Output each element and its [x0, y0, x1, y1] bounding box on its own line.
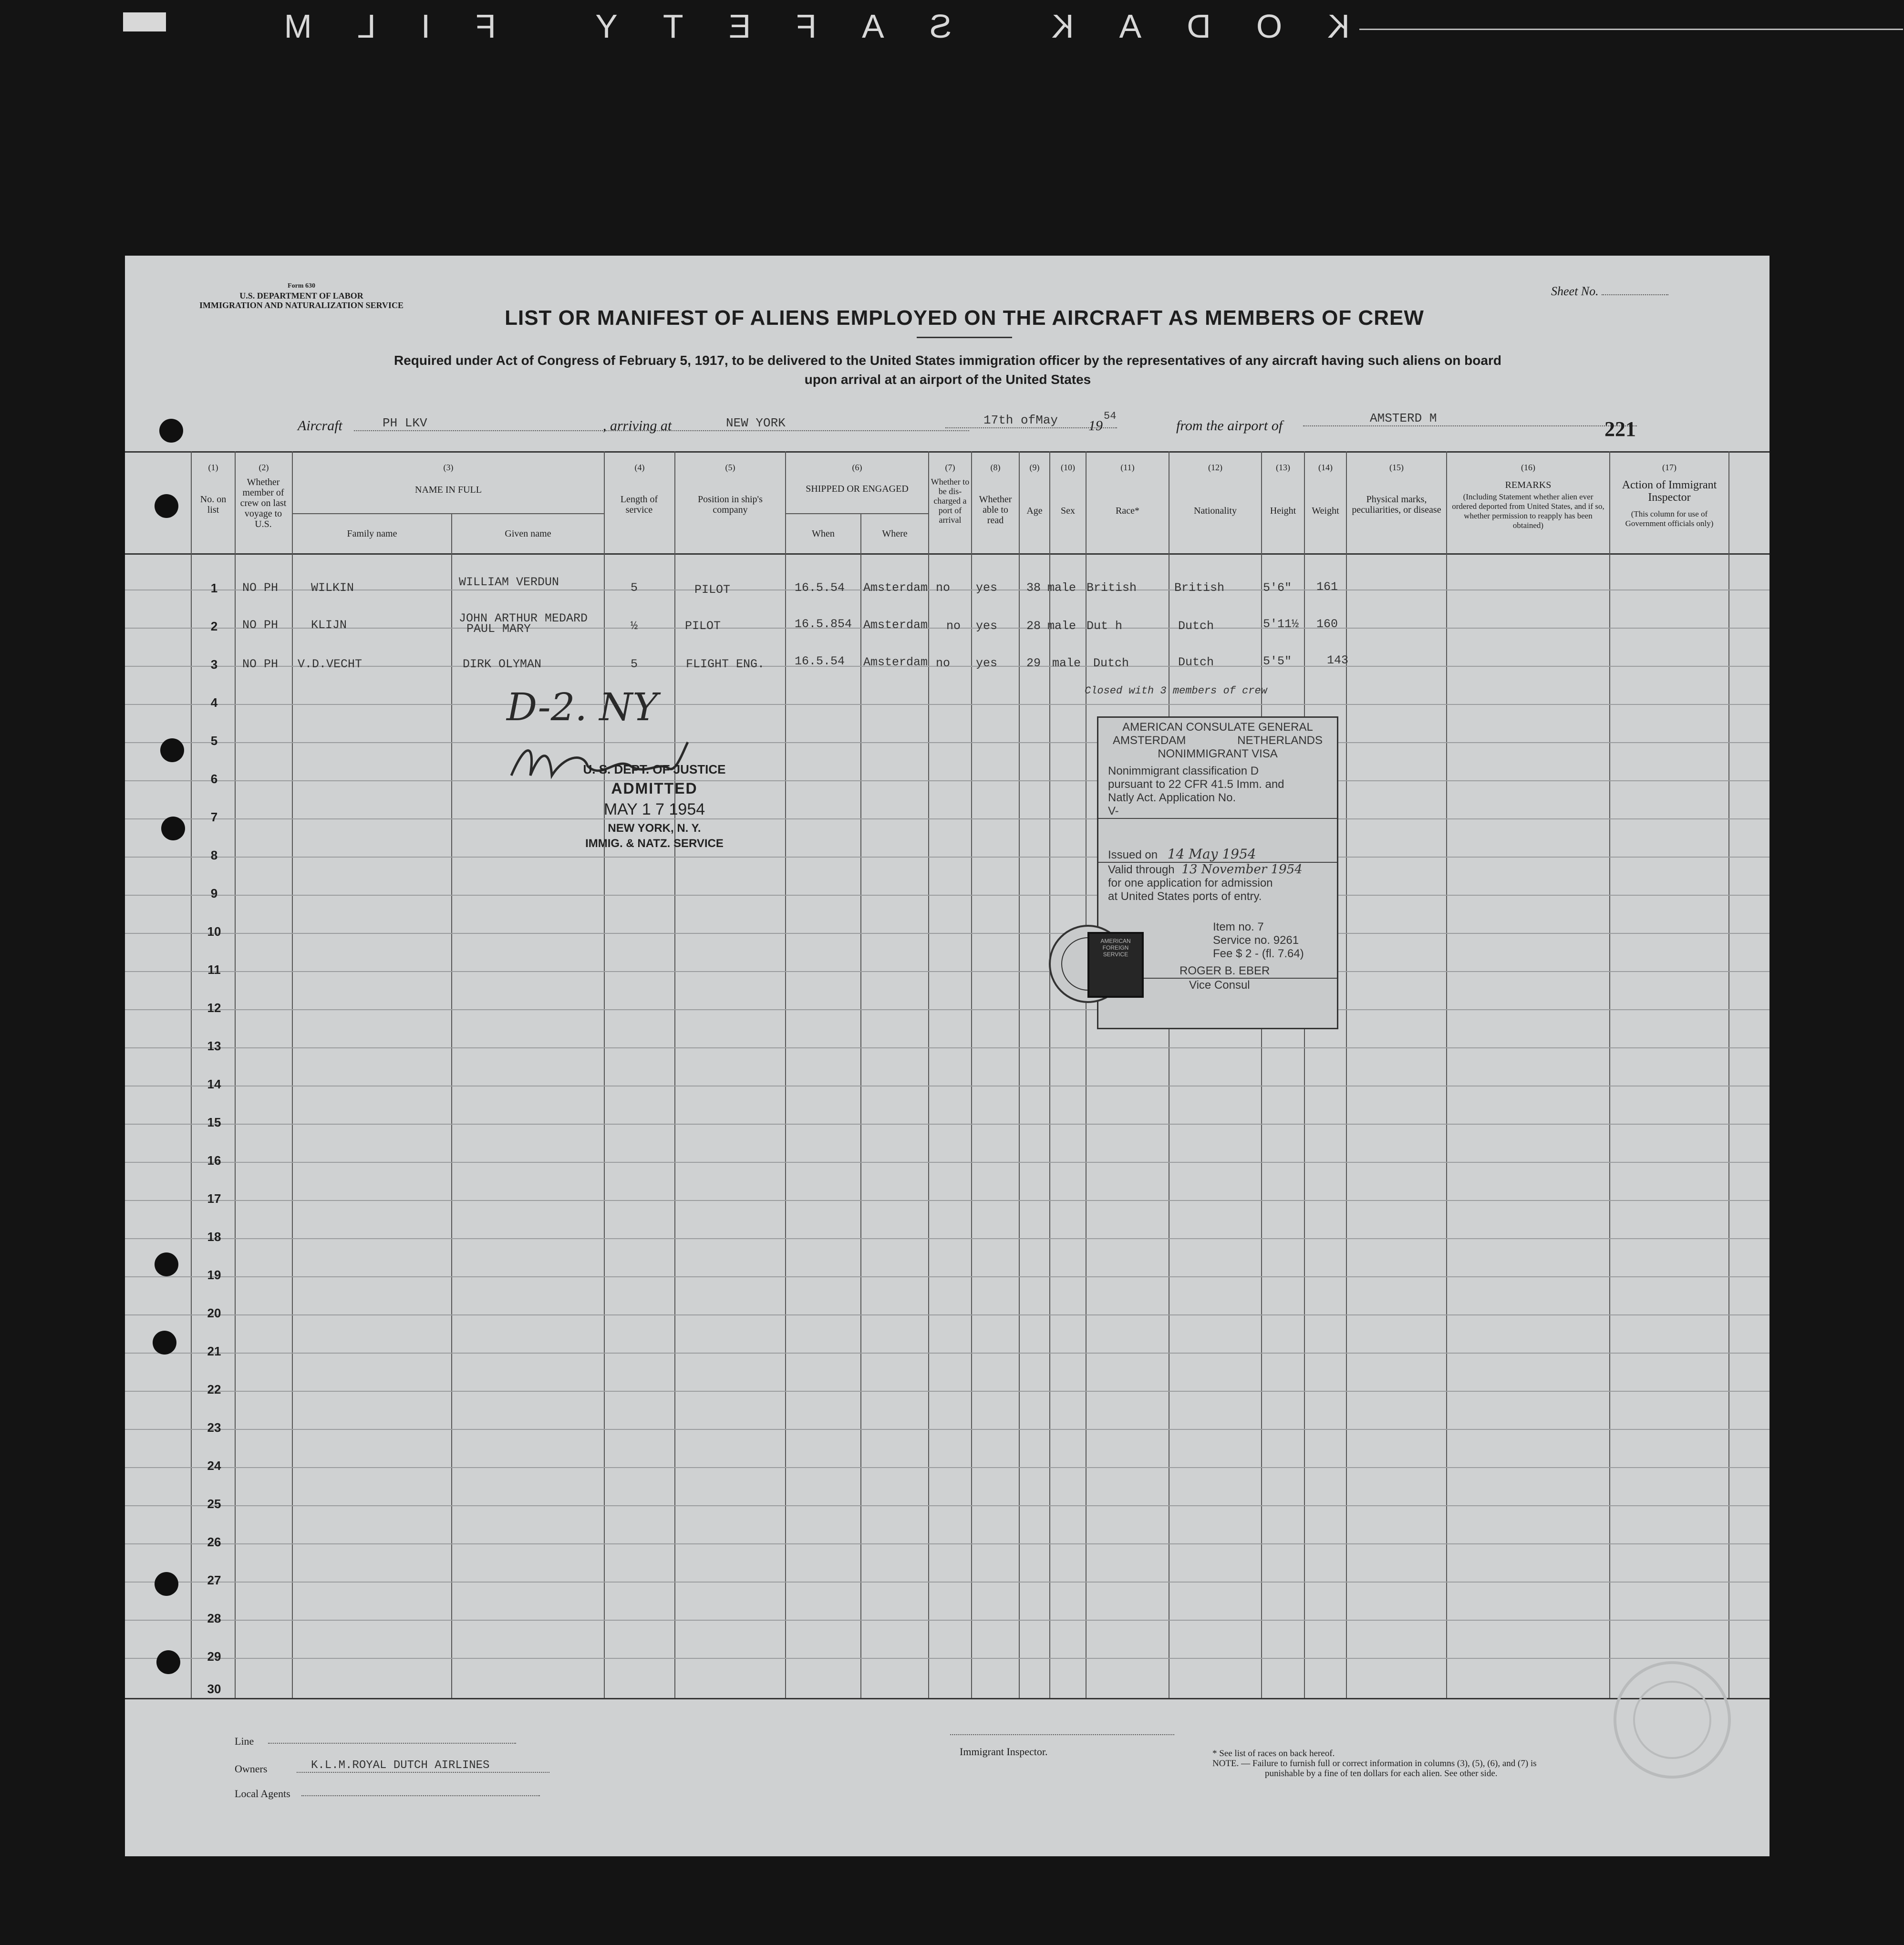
row-number: 2: [210, 619, 218, 633]
visa-city: AMSTERDAM: [1113, 734, 1186, 747]
row-number: 13: [207, 1039, 221, 1053]
punch-hole: [155, 494, 178, 518]
row-line: [125, 1505, 1769, 1506]
row-number: 19: [207, 1268, 221, 1282]
row-number: 4: [210, 695, 218, 710]
col-num-4: (4): [634, 463, 645, 472]
subtitle: [268, 351, 1627, 389]
row-number: 7: [210, 810, 218, 824]
table-bottom-rule: [125, 1698, 1769, 1699]
row-line: [125, 780, 1769, 781]
cell-age: 28: [1026, 619, 1041, 633]
col-num-10: (10): [1061, 463, 1075, 472]
col-header-read: Whether able to read: [979, 494, 1012, 526]
col-num-11: (11): [1120, 463, 1135, 472]
admitted-line-3: MAY 1 7 1954: [603, 800, 705, 818]
visa-line-3: NONIMMIGRANT VISA: [1158, 747, 1278, 760]
visa-line-10: for one application for admission: [1108, 877, 1273, 890]
row-number: 22: [207, 1382, 221, 1397]
col-header-discharged: Whether to be dis-charged a port of arrival: [931, 477, 970, 525]
cell-position: PILOT: [694, 583, 731, 597]
cell-discharged: no: [936, 581, 951, 595]
col-header-sex: Sex: [1061, 506, 1075, 516]
cell-length-of-service: ½: [631, 619, 638, 633]
row-number: 9: [210, 886, 218, 900]
row-number: 24: [207, 1459, 221, 1473]
admitted-line-1: U. S. DEPT. OF JUSTICE: [583, 762, 726, 776]
row-number: 17: [207, 1191, 221, 1206]
table-top-rule: [125, 451, 1769, 453]
col-line: [1346, 451, 1347, 1698]
row-line: [125, 1124, 1769, 1125]
col-line: [451, 513, 452, 1698]
col-line: [1019, 451, 1020, 1698]
form-header: [182, 281, 421, 310]
title-underline: [917, 337, 1012, 338]
cell-length-of-service: 5: [631, 657, 638, 671]
visa-issued-label: Issued on: [1108, 848, 1158, 861]
cell-weight: 161: [1316, 580, 1338, 594]
col-header-race: Race*: [1116, 506, 1139, 516]
row-number: 3: [210, 657, 218, 672]
row-line: [125, 971, 1769, 972]
film-edge-text: KODAK SAFETY FILM: [238, 8, 1350, 45]
cell-height: 5'6": [1263, 581, 1292, 595]
row-line: [125, 1582, 1769, 1583]
cell-read: yes: [976, 656, 998, 670]
row-number: 12: [207, 1001, 221, 1015]
manifest-sheet: [125, 256, 1769, 1856]
row-number: 18: [207, 1230, 221, 1244]
visa-issued: [1098, 848, 1337, 863]
cell-given-name: JOHN ARTHUR MEDARD: [459, 611, 588, 625]
row-line: [125, 1276, 1769, 1277]
inspector-signature-field: [950, 1734, 1174, 1735]
col-header-name: NAME IN FULL: [415, 485, 482, 495]
visa-consul-title: Vice Consul: [1189, 979, 1250, 992]
row-number: 27: [207, 1573, 221, 1587]
cell-where: Amsterdam: [863, 655, 928, 669]
row-number: 8: [210, 848, 218, 862]
punch-hole: [155, 1572, 178, 1596]
page-title: LIST OR MANIFEST OF ALIENS EMPLOYED ON THE AIRCRAFT AS MEMBERS OF CREW: [505, 306, 1424, 330]
cell-discharged: no: [936, 656, 951, 670]
col-line: [674, 451, 675, 1698]
cell-age: 29: [1026, 656, 1041, 670]
date-value: 17th ofMay: [945, 413, 1117, 428]
col-line: [292, 451, 293, 1698]
col-header-previous-voyage: Whether member of crew on last voyage to U.S.: [240, 477, 287, 529]
row-line: [125, 1620, 1769, 1621]
row-line: [125, 704, 1769, 705]
row-number: 30: [207, 1682, 221, 1696]
row-number: 1: [210, 581, 218, 595]
cell-discharged: no: [946, 619, 961, 633]
visa-line-7: V-: [1098, 805, 1337, 819]
col-line: [928, 451, 929, 1698]
footer-notes: [1212, 1748, 1537, 1779]
cell-read: yes: [976, 581, 998, 595]
row-line: [125, 1314, 1769, 1315]
col-line: [971, 451, 972, 1698]
admitted-line-2: ADMITTED: [611, 780, 698, 797]
arriving-value: NEW YORK: [688, 416, 969, 431]
col-header-shipped: SHIPPED OR ENGAGED: [806, 484, 909, 494]
col-line: [1261, 451, 1262, 1698]
admitted-stamp: [569, 762, 740, 850]
col-header-family-name: Family name: [347, 528, 397, 539]
col-line: [785, 451, 786, 1698]
footer-note-penalty: NOTE. — Failure to furnish full or correct information in columns (3), (5), (6), and (7) is: [1212, 1759, 1537, 1769]
subtitle-line-1: Required under Act of Congress of February 5, 1917, to be delivered to the United States immigration officer by the representatives of any aircraft having such aliens on board: [394, 353, 1501, 368]
col-header-weight: Weight: [1312, 506, 1339, 516]
punch-hole: [160, 738, 184, 762]
col-num-9: (9): [1029, 463, 1040, 472]
cell-read: yes: [976, 619, 998, 633]
row-line: [125, 1162, 1769, 1163]
aircraft-value: PH LKV: [354, 416, 750, 431]
cell-sex: male: [1047, 581, 1076, 595]
row-line: [125, 1200, 1769, 1201]
col-line: [604, 451, 605, 1698]
cell-weight: 160: [1316, 617, 1338, 631]
row-number: 23: [207, 1420, 221, 1435]
col-num-14: (14): [1318, 463, 1333, 472]
aircraft-label: Aircraft: [298, 418, 342, 434]
col-num-8: (8): [990, 463, 1001, 472]
handwritten-note: D-2. NY: [507, 685, 658, 729]
col-num-6: (6): [852, 463, 862, 472]
row-line: [125, 1467, 1769, 1468]
cell-position: FLIGHT ENG.: [686, 657, 765, 671]
row-number: 28: [207, 1611, 221, 1625]
visa-issued-date: 14 May 1954: [1167, 846, 1256, 862]
cell-when: 16.5.54: [795, 581, 845, 595]
department: U.S. DEPARTMENT OF LABOR: [239, 291, 363, 300]
col-line: [1086, 451, 1087, 1698]
col-header-inspector: Action of Immigrant Inspector: [1622, 479, 1717, 504]
col-num-3: (3): [443, 463, 454, 472]
col-num-1: (1): [208, 463, 218, 472]
punch-hole: [155, 1252, 178, 1276]
admitted-line-5: IMMIG. & NATZ. SERVICE: [585, 837, 724, 850]
row-number: 10: [207, 924, 221, 939]
admitted-line-4: NEW YORK, N. Y.: [608, 822, 701, 835]
cell-where: Amsterdam: [863, 618, 928, 632]
cell-family-name: V.D.VECHT: [298, 657, 362, 671]
cell-nationality: British: [1174, 581, 1225, 595]
row-line: [125, 857, 1769, 858]
cell-nationality: Dutch: [1178, 619, 1214, 633]
cell-family-name: WILKIN: [311, 581, 354, 595]
col-header-inspector-note: (This column for use of Government officials only): [1625, 509, 1714, 528]
punch-hole: [159, 419, 183, 443]
closed-note: Closed with 3 members of crew: [1085, 685, 1267, 697]
col-header-when: When: [812, 528, 835, 539]
visa-line-11: at United States ports of entry.: [1108, 890, 1262, 903]
col-header-height: Height: [1270, 506, 1296, 516]
row-number: 6: [210, 772, 218, 786]
visa-line-6: Natly Act. Application No.: [1108, 791, 1236, 804]
visa-fee: Fee $ 2 - (fl. 7.64): [1213, 947, 1304, 960]
cell-given-name-2: PAUL MARY: [466, 622, 531, 636]
visa-consul-name: ROGER B. EBER: [1098, 964, 1337, 979]
col-num-16: (16): [1521, 463, 1535, 472]
subheader-rule: [292, 513, 604, 514]
col-header-position: Position in ship's company: [698, 494, 763, 515]
from-label: from the airport of: [1176, 418, 1283, 434]
col-line: [1728, 451, 1729, 1698]
row-line: [125, 1238, 1769, 1239]
revenue-stamp-text: AMERICAN FOREIGN SERVICE: [1100, 938, 1131, 958]
service-name: IMMIGRATION AND NATURALIZATION SERVICE: [199, 300, 404, 310]
cell-position: PILOT: [685, 619, 721, 633]
film-edge-marks: [123, 12, 166, 31]
visa-valid: [1098, 863, 1337, 877]
punch-hole: [153, 1331, 176, 1355]
cell-height: 5'5": [1263, 654, 1292, 668]
cell-length-of-service: 5: [631, 581, 638, 595]
row-line: [125, 1047, 1769, 1048]
subtitle-line-2: upon arrival at an airport of the United States: [804, 372, 1091, 387]
footer-owners-label: Owners: [235, 1763, 268, 1775]
arriving-label: , arriving at: [603, 418, 672, 434]
cell-race: Dut h: [1087, 619, 1123, 633]
footer-line-label: Line: [235, 1735, 254, 1747]
col-header-nationality: Nationality: [1194, 506, 1237, 516]
cell-sex: male: [1052, 656, 1081, 670]
visa-valid-label: Valid through: [1108, 863, 1175, 876]
row-line: [125, 895, 1769, 896]
table-header-rule: [125, 553, 1769, 555]
cell-height: 5'11½: [1263, 617, 1299, 631]
row-line: [125, 742, 1769, 743]
col-line: [860, 513, 861, 1698]
col-header-number: No. on list: [200, 494, 227, 515]
footer-owners-value: K.L.M.ROYAL DUTCH AIRLINES: [297, 1759, 549, 1773]
from-value: AMSTERD M: [1303, 411, 1637, 426]
cell-family-name: KLIJN: [311, 618, 347, 632]
row-number: 26: [207, 1535, 221, 1549]
cell-weight: 143: [1327, 653, 1349, 667]
row-line: [125, 1009, 1769, 1010]
row-line: [125, 1543, 1769, 1544]
punch-hole: [156, 1650, 180, 1674]
row-number: 11: [207, 962, 221, 977]
cell-age: 38: [1026, 581, 1041, 595]
row-line: [125, 818, 1769, 819]
year-prefix: 19: [1088, 418, 1103, 434]
col-header-remarks-note: (Including Statement whether alien ever ordered deported from United States, and if so, whether permission to reapply has been obtained): [1452, 492, 1604, 530]
col-line: [191, 451, 192, 1698]
visa-valid-date: 13 November 1954: [1181, 862, 1303, 877]
cell-when: 16.5.54: [795, 654, 845, 668]
row-line: [125, 933, 1769, 934]
year-value: 54: [1104, 410, 1117, 422]
col-num-5: (5): [725, 463, 735, 472]
cell-given-name: DIRK OLYMAN: [463, 657, 542, 671]
manifest-number: 221: [1604, 417, 1636, 441]
visa-line-5: pursuant to 22 CFR 41.5 Imm. and: [1108, 778, 1284, 791]
col-header-age: Age: [1026, 506, 1043, 516]
punch-hole: [161, 817, 185, 840]
col-num-13: (13): [1276, 463, 1290, 472]
row-number: 20: [207, 1306, 221, 1320]
row-line: [125, 1391, 1769, 1392]
row-number: 29: [207, 1649, 221, 1664]
row-number: 5: [210, 734, 218, 748]
footer-note-races: * See list of races on back hereof.: [1212, 1748, 1335, 1759]
col-header-given-name: Given name: [505, 528, 551, 539]
cell-previous-voyage: NO PH: [242, 618, 279, 632]
cell-sex: male: [1047, 619, 1076, 633]
form-number: Form 630: [288, 282, 315, 290]
cell-when: 16.5.854: [795, 617, 852, 631]
col-header-physical-marks: Physical marks, peculiarities, or disease: [1352, 494, 1441, 515]
col-line: [235, 451, 236, 1698]
visa-line-2: [1098, 734, 1337, 747]
col-num-17: (17): [1662, 463, 1676, 472]
row-number: 25: [207, 1497, 221, 1511]
footer-note-penalty-cont: punishable by a fine of ten dollars for each alien. See other side.: [1265, 1769, 1498, 1779]
col-num-7: (7): [945, 463, 955, 472]
col-line: [1609, 451, 1610, 1698]
embossed-seal-icon: [1591, 1658, 1753, 1782]
cell-previous-voyage: NO PH: [242, 657, 279, 671]
row-line: [125, 1429, 1769, 1430]
row-line: [125, 1658, 1769, 1659]
col-num-12: (12): [1208, 463, 1222, 472]
col-header-length-of-service: Length of service: [620, 494, 658, 515]
film-edge-rule: [1359, 29, 1903, 30]
inspector-label: Immigrant Inspector.: [960, 1746, 1048, 1758]
cell-race: British: [1087, 581, 1137, 595]
row-number: 15: [207, 1115, 221, 1129]
cell-nationality: Dutch: [1178, 655, 1214, 669]
cell-given-name: WILLIAM VERDUN: [459, 575, 559, 589]
footer-agents-field: [301, 1795, 540, 1796]
visa-line-4: Nonimmigrant classification D: [1108, 765, 1259, 777]
col-num-2: (2): [259, 463, 269, 472]
row-number: 21: [207, 1344, 221, 1358]
cell-where: Amsterdam: [863, 581, 928, 595]
footer-agents-label: Local Agents: [235, 1788, 290, 1800]
visa-line-1: AMERICAN CONSULATE GENERAL: [1122, 721, 1313, 734]
cell-previous-voyage: NO PH: [242, 581, 279, 595]
cell-race: Dutch: [1093, 656, 1129, 670]
col-header-remarks: REMARKS: [1505, 480, 1552, 490]
visa-country: NETHERLANDS: [1237, 734, 1323, 747]
col-line: [1304, 451, 1305, 1698]
visa-item: Item no. 7: [1213, 921, 1264, 933]
sheet-label: Sheet No.: [1551, 284, 1599, 298]
visa-service-no: Service no. 9261: [1213, 934, 1299, 947]
sheet-number-field: [1602, 294, 1668, 295]
row-line: [125, 1353, 1769, 1354]
col-header-where: Where: [882, 528, 908, 539]
subheader-rule: [785, 513, 928, 514]
sheet-number-label: [1551, 284, 1668, 299]
col-line: [1446, 451, 1447, 1698]
row-number: 16: [207, 1153, 221, 1168]
col-line: [1049, 451, 1050, 1698]
row-number: 14: [207, 1077, 221, 1091]
col-num-15: (15): [1389, 463, 1404, 472]
footer-line-field: [268, 1743, 516, 1744]
revenue-stamp-icon: [1087, 932, 1144, 998]
